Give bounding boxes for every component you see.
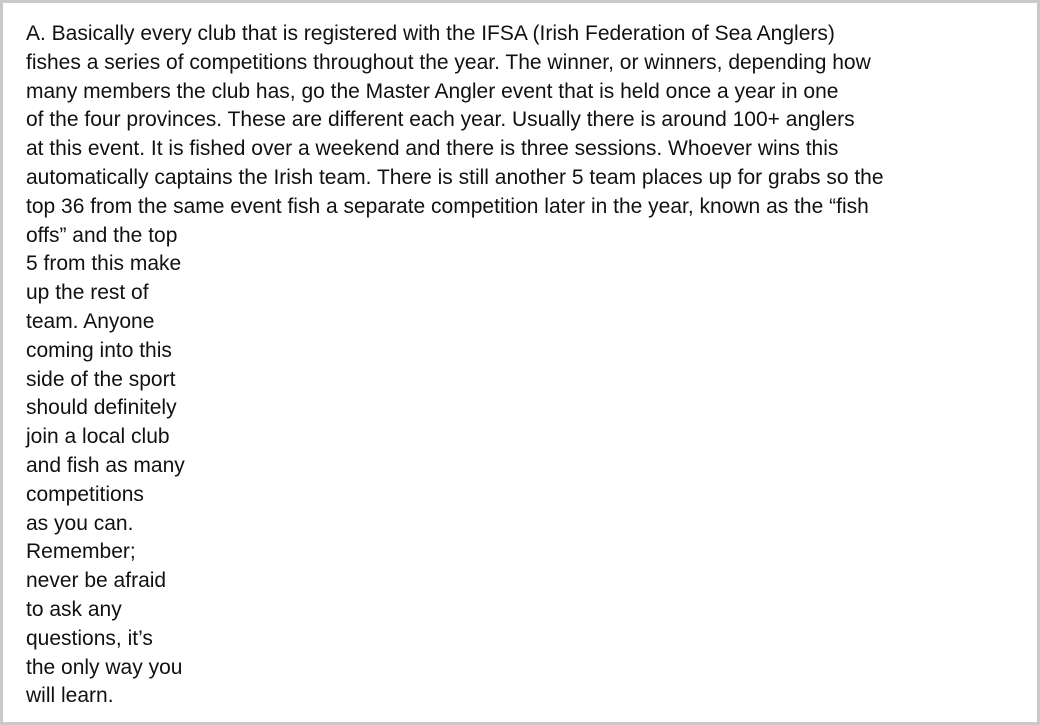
text-line: of the four provinces. These are different each year. Usually there is around 100+ anglers xyxy=(26,108,855,132)
text-line: to ask any xyxy=(26,597,122,621)
text-line: offs” and the top xyxy=(26,223,178,247)
text-line: up the rest of xyxy=(26,281,149,305)
text-line: automatically captains the Irish team. There is still another 5 team places up for grabs so the xyxy=(26,165,884,189)
text-line: never be afraid xyxy=(26,569,167,593)
text-line: at this event. It is fished over a weekend and there is three sessions. Whoever wins this xyxy=(26,137,839,161)
text-line: fishes a series of competitions throughout the year. The winner, or winners, depending how xyxy=(26,50,871,74)
text-line: side of the sport xyxy=(26,367,176,391)
text-line: join a local club xyxy=(26,425,170,449)
text-line: team. Anyone xyxy=(26,309,155,333)
text-line: should definitely xyxy=(26,396,177,420)
text-line: 5 from this make xyxy=(26,252,182,276)
text-line: coming into this xyxy=(26,338,172,362)
text-line: Remember; xyxy=(26,540,136,564)
text-line: as you can. xyxy=(26,511,134,535)
text-line: and fish as many xyxy=(26,453,185,477)
text-line: many members the club has, go the Master Angler event that is held once a year in one xyxy=(26,79,839,103)
answer-paragraph xyxy=(26,20,1026,711)
text-line: top 36 from the same event fish a separate competition later in the year, known as the “fish xyxy=(26,194,869,218)
text-line: will learn. xyxy=(26,684,114,708)
text-line: competitions xyxy=(26,482,144,506)
text-line: questions, it’s xyxy=(26,626,153,650)
text-line: the only way you xyxy=(26,655,183,679)
text-line: A. Basically every club that is registered with the IFSA (Irish Federation of Sea Anglers) xyxy=(26,22,835,45)
